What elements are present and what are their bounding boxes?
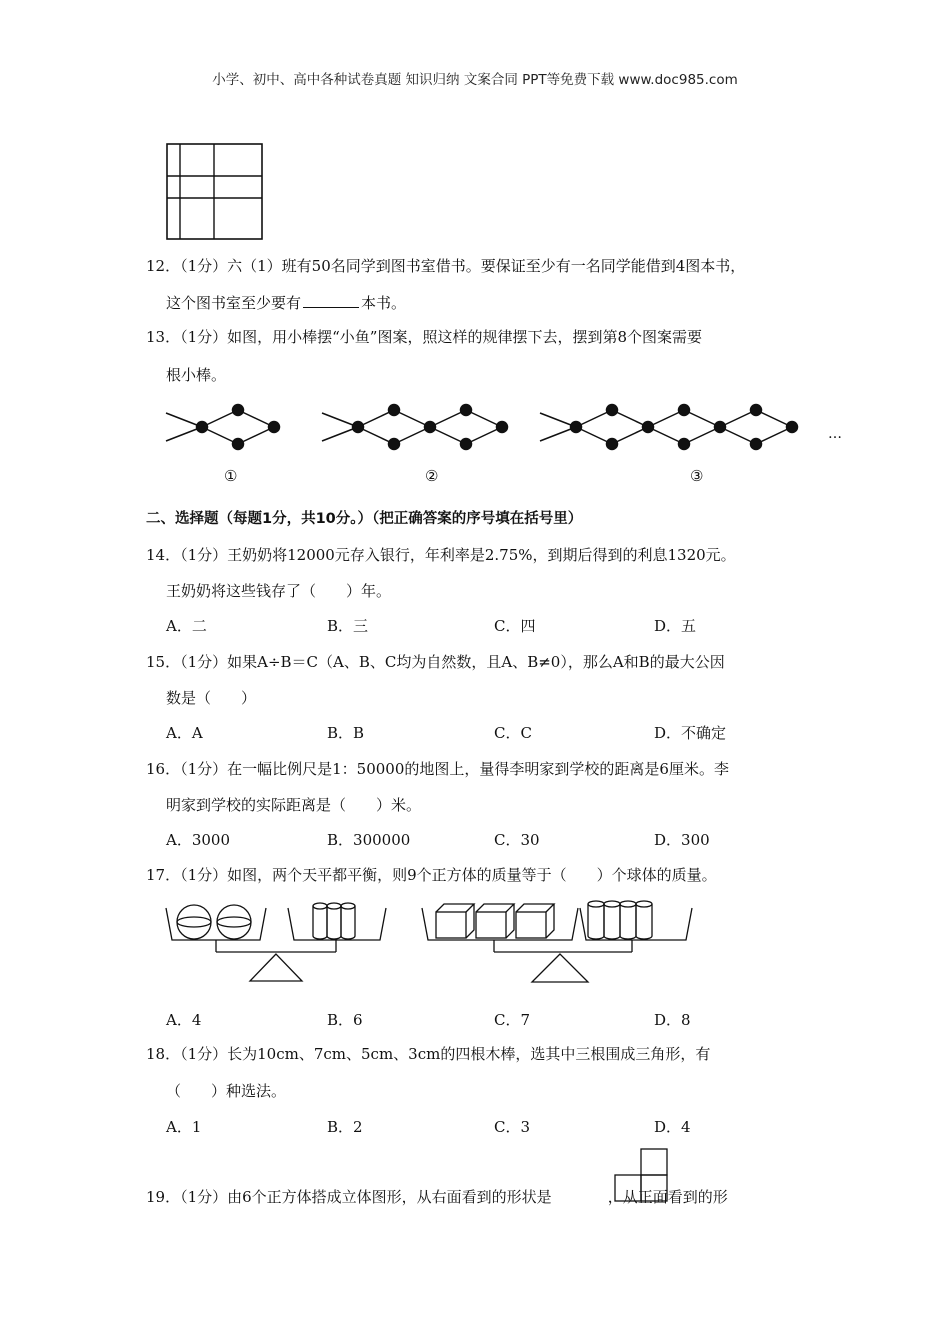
joint-dot	[679, 439, 690, 450]
q15-line2: 数是（ ）	[166, 689, 257, 707]
q18-option-a[interactable]: A．1	[166, 1118, 202, 1136]
q18-option-d[interactable]: D．4	[654, 1118, 691, 1136]
q18-option-c[interactable]: C．3	[494, 1118, 531, 1136]
joint-dot	[233, 439, 244, 450]
joint-dot	[751, 439, 762, 450]
q15-option-b[interactable]: B．B	[327, 724, 365, 742]
q13-line1: 13．（1分）如图，用小棒摆“小鱼”图案，照这样的规律摆下去，摆到第8个图案需要	[146, 328, 703, 346]
fish-pattern-figure	[160, 398, 860, 458]
joint-dot	[461, 405, 472, 416]
page-header: 小学、初中、高中各种试卷真题 知识归纳 文案合同 PPT等免费下载 www.doc985.com	[212, 72, 738, 88]
cylinder-icon	[327, 903, 341, 939]
fish-label-1: ①	[224, 467, 238, 485]
cube-icon	[516, 904, 554, 938]
q19-text-b: ，从正面看到的形	[607, 1188, 728, 1206]
q18-option-b[interactable]: B．2	[327, 1118, 363, 1136]
q14-line2: 王奶奶将这些钱存了（ ）年。	[166, 582, 392, 600]
q15-option-c[interactable]: C．C	[494, 724, 532, 742]
q13-line2: 根小棒。	[166, 366, 227, 384]
q17-line1: 17．（1分）如图，两个天平都平衡，则9个正方体的质量等于（ ）个球体的质量。	[146, 866, 717, 884]
q16-line2: 明家到学校的实际距离是（ ）米。	[166, 796, 422, 814]
cylinder-icon	[620, 901, 636, 939]
q17-option-a[interactable]: A．4	[166, 1011, 202, 1029]
joint-dot	[787, 422, 798, 433]
grid-figure	[166, 143, 264, 241]
q12-line2	[166, 292, 406, 314]
q17-option-b[interactable]: B．6	[327, 1011, 363, 1029]
joint-dot	[679, 405, 690, 416]
q17-option-c[interactable]: C．7	[494, 1011, 531, 1029]
balance-figure-2	[420, 892, 700, 986]
q15-line1: 15．（1分）如果A÷B＝C（A、B、C均为自然数，且A、B≠0），那么A和B的最大公因	[146, 653, 725, 671]
cube-icon	[436, 904, 474, 938]
joint-dot	[389, 439, 400, 450]
q12-line1: 12．（1分）六（1）班有50名同学到图书室借书。要保证至少有一名同学能借到4图本书，	[146, 257, 746, 275]
balance-figure-1	[164, 896, 404, 986]
section-2-title: 二、选择题（每题1分，共10分。）（把正确答案的序号填在括号里）	[146, 511, 583, 527]
cube-icon	[476, 904, 514, 938]
q16-option-b[interactable]: B．300000	[327, 831, 411, 849]
cylinder-icon	[313, 903, 327, 939]
q18-line1: 18．（1分）长为10cm、7cm、5cm、3cm的四根木棒，选其中三根围成三角形，有	[146, 1045, 711, 1063]
q18-line2: （ ）种选法。	[166, 1082, 287, 1100]
q19-text-a: 19．（1分）由6个正方体搭成立体图形，从右面看到的形状是	[146, 1188, 552, 1206]
joint-dot	[461, 439, 472, 450]
cylinder-icon	[588, 901, 604, 939]
fish-ellipsis: …	[828, 426, 842, 442]
cylinder-icon	[636, 901, 652, 939]
fish-label-3: ③	[690, 467, 704, 485]
cylinder-icon	[341, 903, 355, 939]
joint-dot	[233, 405, 244, 416]
ball-icon	[217, 905, 251, 939]
q16-option-a[interactable]: A．3000	[166, 831, 231, 849]
joint-dot	[269, 422, 280, 433]
cylinder-icon	[604, 901, 620, 939]
q15-option-a[interactable]: A．A	[166, 724, 203, 742]
ball-icon	[177, 905, 211, 939]
joint-dot	[389, 405, 400, 416]
fish-label-2: ②	[425, 467, 439, 485]
q14-option-b[interactable]: B．三	[327, 617, 369, 635]
q15-option-d[interactable]: D．不确定	[654, 724, 727, 742]
q14-option-a[interactable]: A．二	[166, 617, 207, 635]
right-view-figure	[614, 1148, 672, 1204]
q14-option-d[interactable]: D．五	[654, 617, 697, 635]
joint-dot	[751, 405, 762, 416]
q17-option-d[interactable]: D．8	[654, 1011, 691, 1029]
q16-option-d[interactable]: D．300	[654, 831, 710, 849]
joint-dot	[497, 422, 508, 433]
joint-dot	[607, 405, 618, 416]
q16-line1: 16．（1分）在一幅比例尺是1：50000的地图上，量得李明家到学校的距离是6厘米。李	[146, 760, 729, 778]
q14-option-c[interactable]: C．四	[494, 617, 536, 635]
q12-text-b: 本书。	[361, 294, 407, 312]
q14-line1: 14．（1分）王奶奶将12000元存入银行，年利率是2.75%，到期后得到的利息1320元。	[146, 546, 736, 564]
q12-answer-blank[interactable]	[303, 293, 359, 308]
joint-dot	[607, 439, 618, 450]
q12-text-a: 这个图书室至少要有	[166, 294, 302, 312]
q16-option-c[interactable]: C．30	[494, 831, 540, 849]
